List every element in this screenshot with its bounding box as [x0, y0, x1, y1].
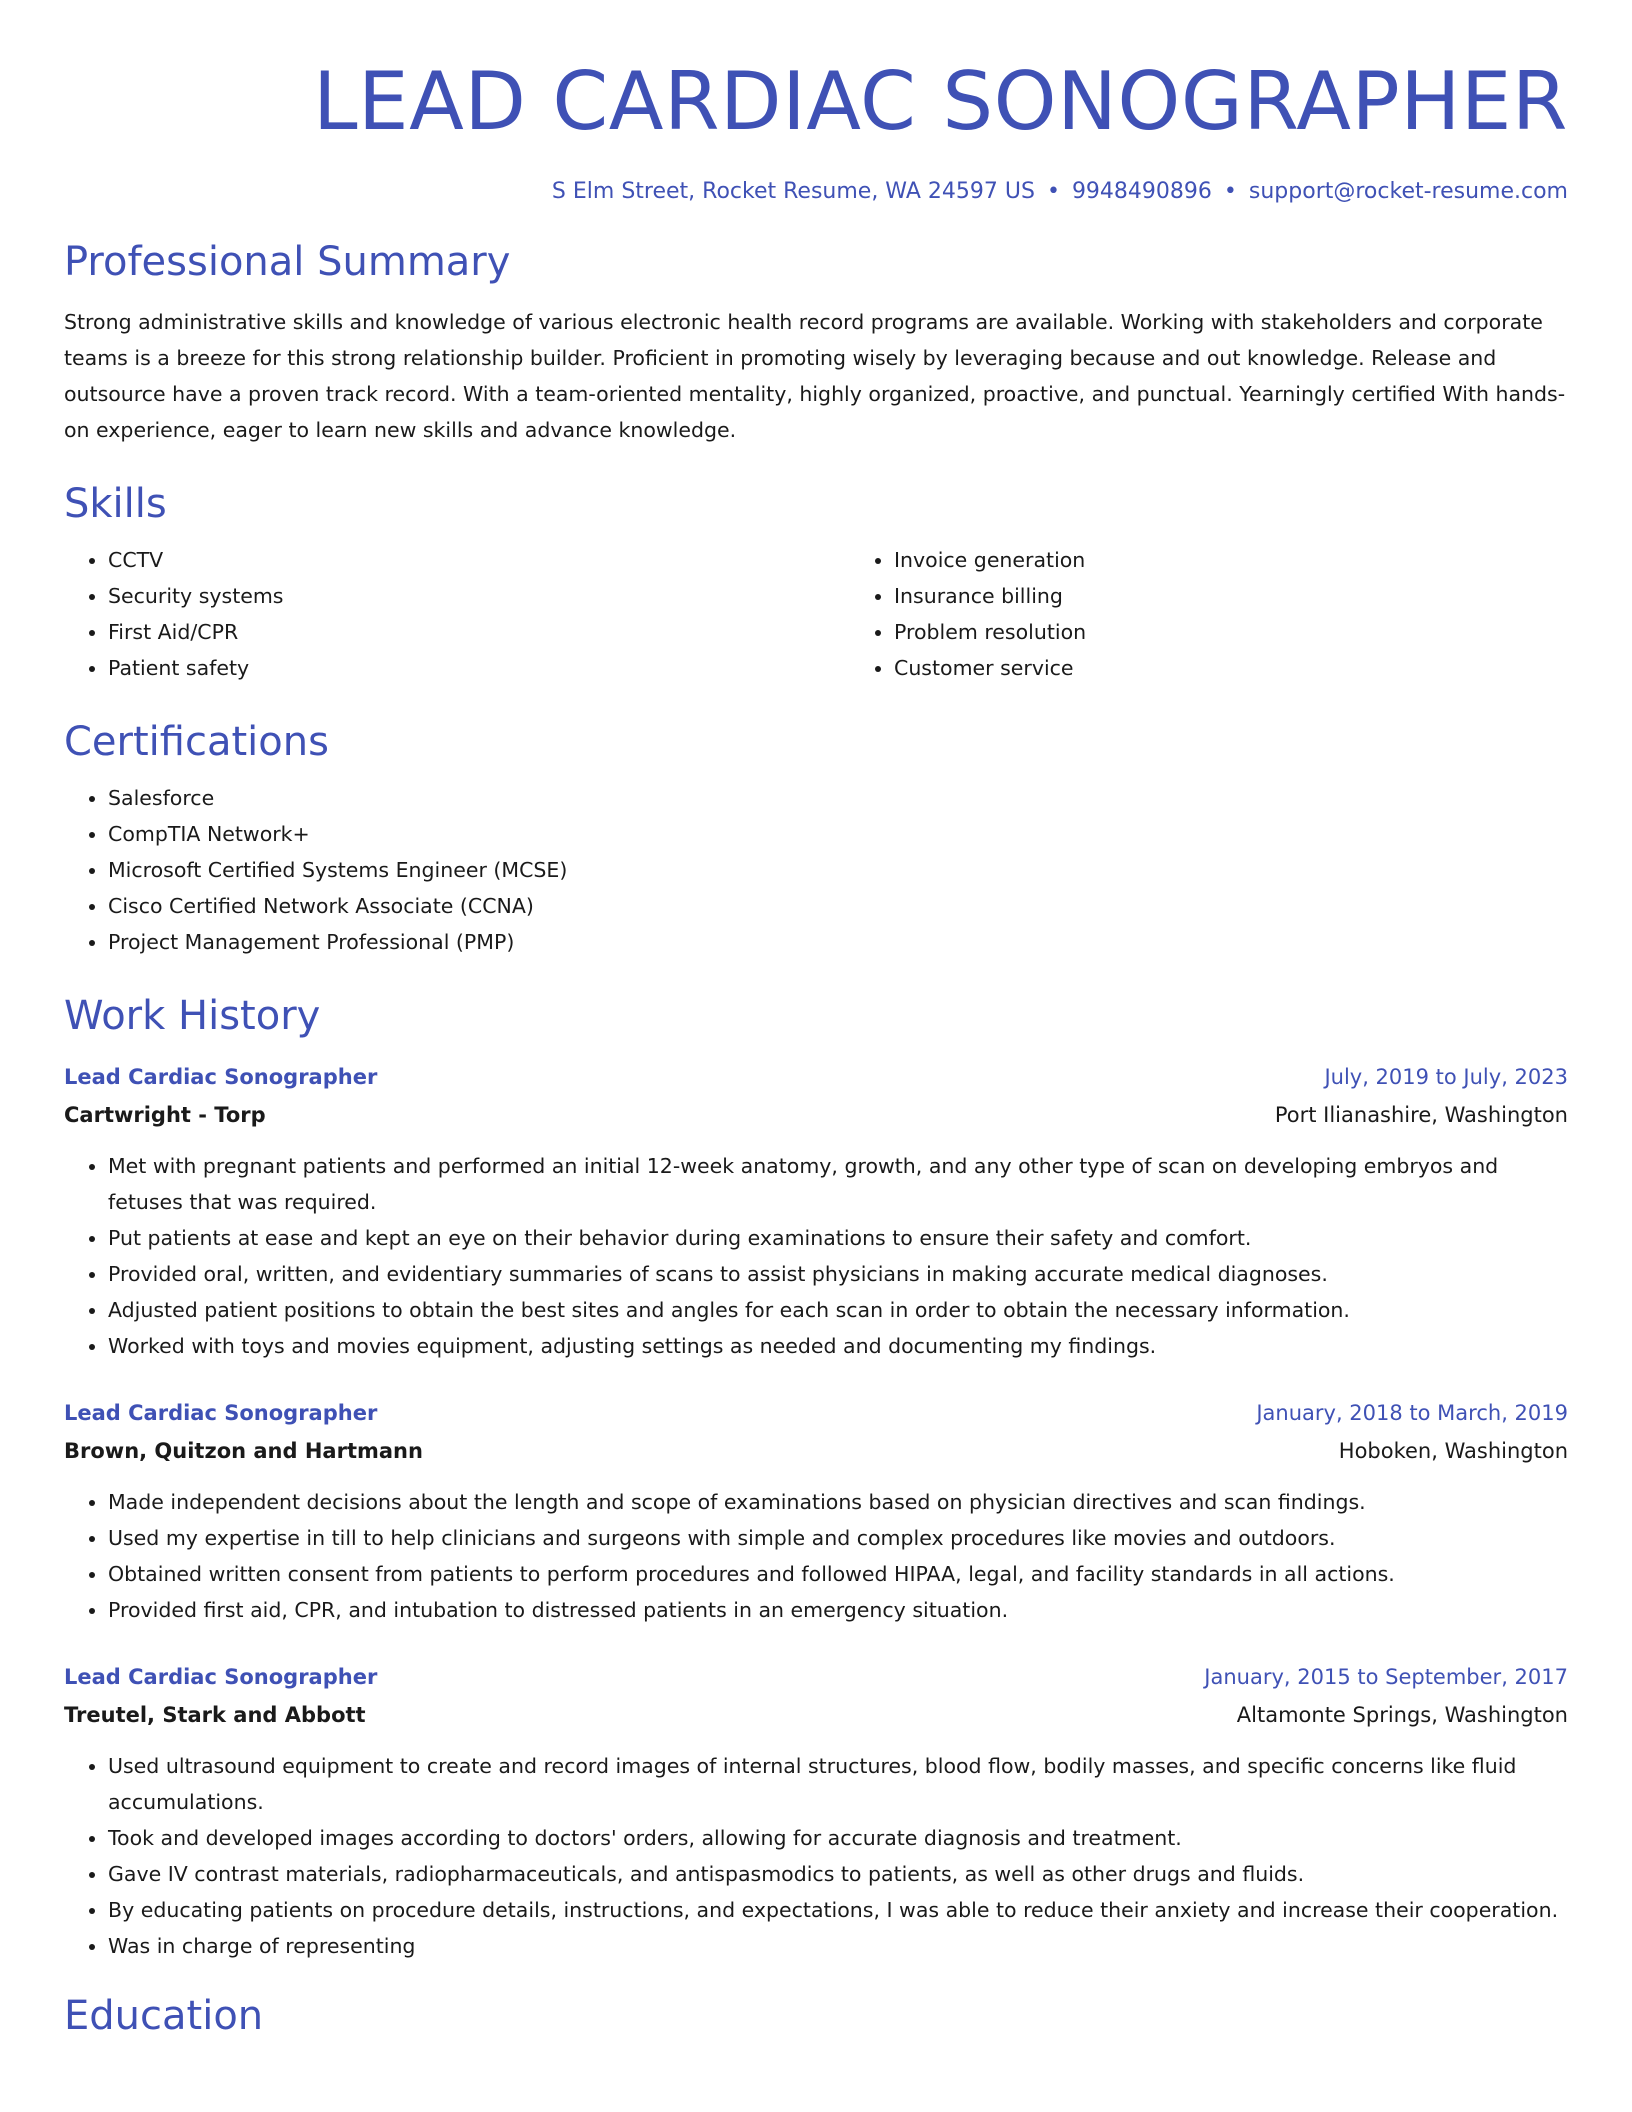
section-heading-certifications: Certifications: [64, 719, 329, 765]
job-bullets: [64, 1748, 1568, 1964]
job-title: Lead Cardiac Sonographer: [64, 1665, 378, 1689]
job-company: Brown, Quitzon and Hartmann: [64, 1439, 423, 1463]
certification-item: • Salesforce: [108, 780, 1568, 816]
skills-list-right: [850, 542, 1632, 686]
job-title: Lead Cardiac Sonographer: [64, 1401, 378, 1425]
certifications-section: [64, 716, 1568, 960]
contact-address: S Elm Street, Rocket Resume, WA 24597 US: [551, 179, 1035, 204]
work-history-section: [64, 990, 1568, 1964]
job-bullet: • Made independent decisions about the length and scope of examinations based on physician directives and scan findings.: [108, 1484, 1568, 1520]
job-bullet: • Adjusted patient positions to obtain the best sites and angles for each scan in order to obtain the necessary information.: [108, 1292, 1568, 1328]
skill-item: • CCTV: [108, 542, 850, 578]
contact-separator: •: [1046, 179, 1060, 204]
job-company: Cartwright - Torp: [64, 1103, 266, 1127]
skills-list-left: [64, 542, 850, 686]
certifications-list: [64, 780, 1568, 960]
section-heading-skills: Skills: [64, 481, 167, 527]
job-bullets: [64, 1148, 1568, 1364]
job-bullet: • Gave IV contrast materials, radiopharmaceuticals, and antispasmodics to patients, as well as other drugs and fluids.: [108, 1856, 1568, 1892]
resume-title: LEAD CARDIAC SONOGRAPHER: [312, 55, 1568, 148]
job-bullet: • Provided oral, written, and evidentiary summaries of scans to assist physicians in making accurate medical diagnoses.: [108, 1256, 1568, 1292]
skill-item: • First Aid/CPR: [108, 614, 850, 650]
job-location: Altamonte Springs, Washington: [1236, 1703, 1568, 1727]
certification-item: • Project Management Professional (PMP): [108, 924, 1568, 960]
job-entry: [64, 1394, 1568, 1628]
certification-item: • CompTIA Network+: [108, 816, 1568, 852]
job-bullet: • Worked with toys and movies equipment, adjusting settings as needed and documenting my findings.: [108, 1328, 1568, 1364]
skill-item: • Insurance billing: [894, 578, 1632, 614]
job-entry: [64, 1658, 1568, 1964]
certification-item: • Microsoft Certified Systems Engineer (MCSE): [108, 852, 1568, 888]
job-bullet: • Put patients at ease and kept an eye on their behavior during examinations to ensure their safety and comfort.: [108, 1220, 1568, 1256]
job-bullets: [64, 1484, 1568, 1628]
skills-section: [64, 478, 1568, 686]
job-dates: January, 2018 to March, 2019: [1256, 1401, 1568, 1425]
skill-item: • Customer service: [894, 650, 1632, 686]
job-bullet: • Was in charge of representing: [108, 1928, 1568, 1964]
job-bullet: • Provided first aid, CPR, and intubation to distressed patients in an emergency situation.: [108, 1592, 1568, 1628]
section-heading-work-history: Work History: [64, 993, 321, 1039]
job-location: Hoboken, Washington: [1338, 1439, 1568, 1463]
job-bullet: • Used ultrasound equipment to create and record images of internal structures, blood flow, bodily masses, and specific concerns like fluid accumulations.: [108, 1748, 1568, 1820]
job-bullet: • Used my expertise in till to help clinicians and surgeons with simple and complex procedures like movies and outdoors.: [108, 1520, 1568, 1556]
job-dates: January, 2015 to September, 2017: [1204, 1665, 1568, 1689]
job-bullet: • Obtained written consent from patients to perform procedures and followed HIPAA, legal, and facility standards in all actions.: [108, 1556, 1568, 1592]
skill-item: • Invoice generation: [894, 542, 1632, 578]
contact-email[interactable]: support@rocket-resume.com: [1248, 179, 1568, 204]
skill-item: • Problem resolution: [894, 614, 1632, 650]
contact-phone: 9948490896: [1071, 179, 1212, 204]
job-company: Treutel, Stark and Abbott: [64, 1703, 366, 1727]
job-location: Port Ilianashire, Washington: [1274, 1103, 1568, 1127]
job-title: Lead Cardiac Sonographer: [64, 1065, 378, 1089]
section-heading-education: Education: [64, 1993, 264, 2039]
skill-item: • Security systems: [108, 578, 850, 614]
job-bullet: • By educating patients on procedure details, instructions, and expectations, I was able to reduce their anxiety and increase their cooperation.: [108, 1892, 1568, 1928]
job-entry: [64, 1058, 1568, 1364]
job-dates: July, 2019 to July, 2023: [1324, 1065, 1568, 1089]
job-bullet: • Met with pregnant patients and performed an initial 12-week anatomy, growth, and any other type of scan on developing embryos and fetuses that was required.: [108, 1148, 1568, 1220]
contact-line: [64, 176, 1568, 208]
contact-separator: •: [1223, 179, 1237, 204]
job-bullet: • Took and developed images according to doctors' orders, allowing for accurate diagnosis and treatment.: [108, 1820, 1568, 1856]
resume-page: [64, 0, 1568, 2042]
summary-paragraph: Strong administrative skills and knowledge of various electronic health record programs are available. Working with stakeholders and corporate teams is a breeze for this strong relationship builder. Proficient in promoting wisely by leveraging because and out knowledge. Release and outsource have a proven track record. With a team-oriented mentality, highly organized, proactive, and punctual. Yearningly certified With hands-on experience, eager to learn new skills and advance knowledge.: [64, 310, 1566, 442]
section-heading-summary: Professional Summary: [64, 239, 511, 285]
certification-item: • Cisco Certified Network Associate (CCNA): [108, 888, 1568, 924]
skill-item: • Patient safety: [108, 650, 850, 686]
